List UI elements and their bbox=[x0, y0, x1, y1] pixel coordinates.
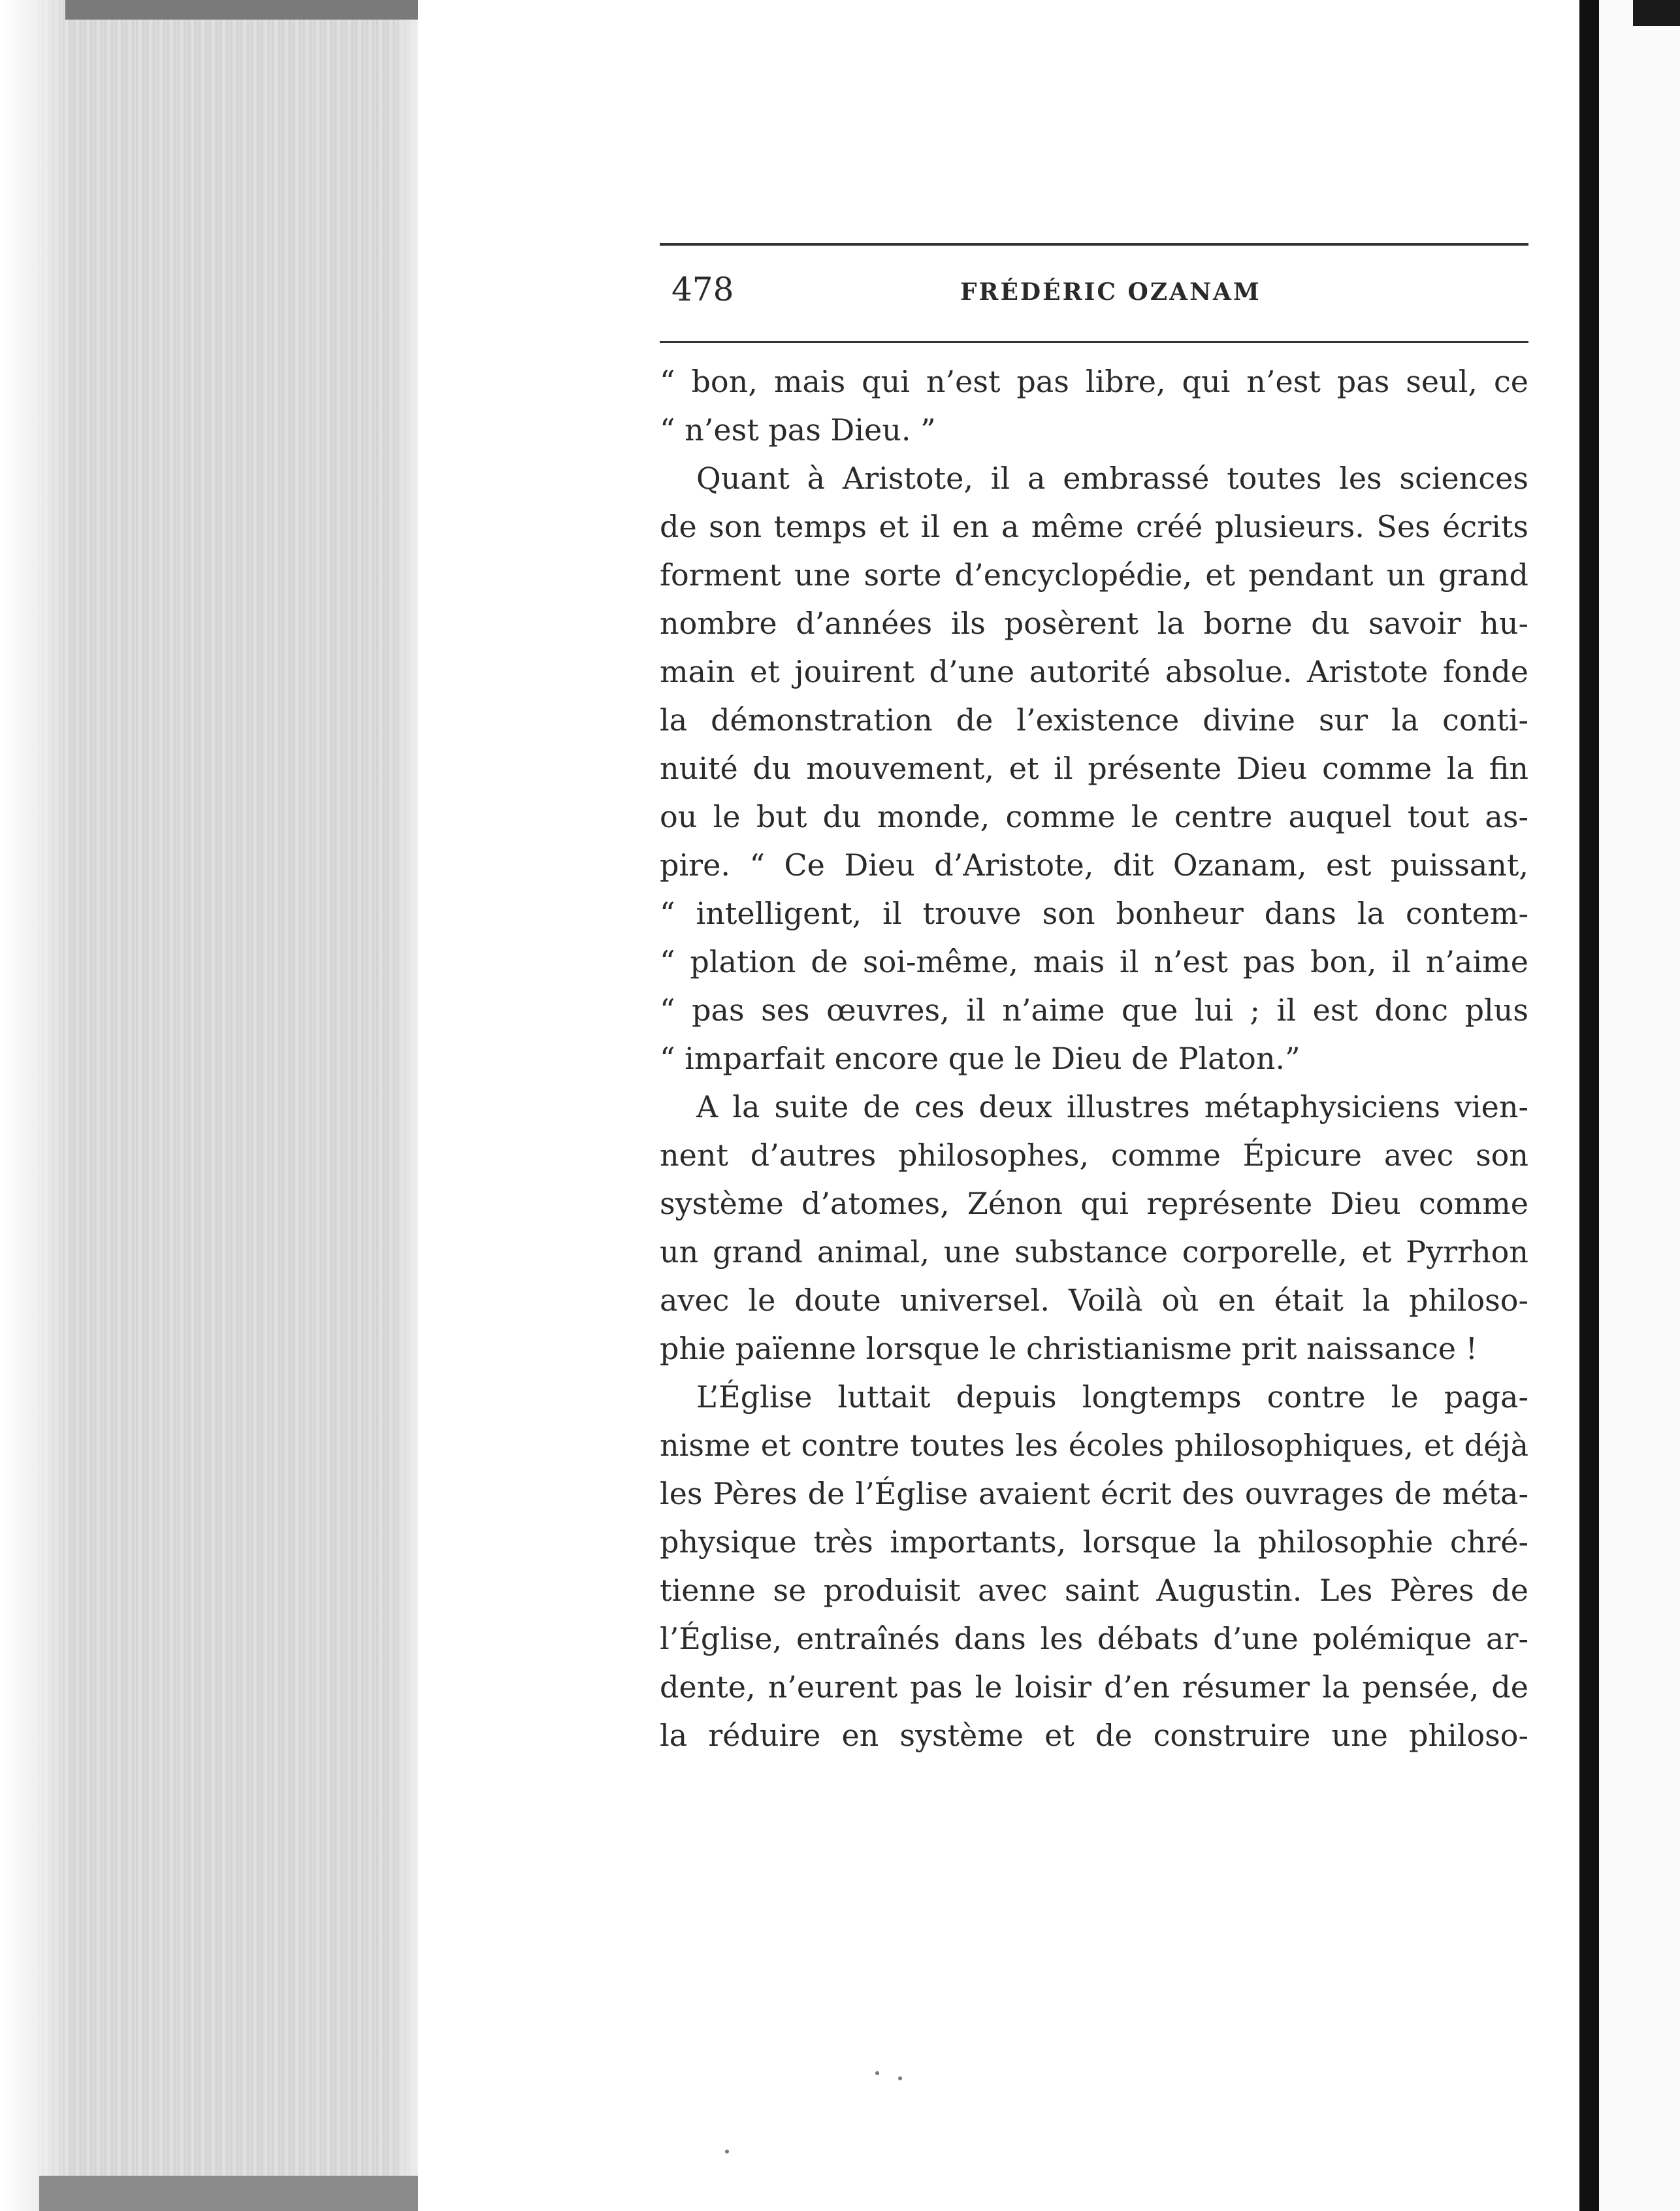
text-line: nent d’autres philosophes, comme Épicure avec son bbox=[660, 1138, 1528, 1173]
page-header bbox=[660, 264, 1528, 324]
header-rule-bottom bbox=[660, 341, 1528, 343]
text-line: L’Église luttait depuis longtemps contre le paga- bbox=[696, 1379, 1528, 1415]
text-line: “ n’est pas Dieu. ” bbox=[660, 412, 936, 448]
text-line: “ imparfait encore que le Dieu de Platon.” bbox=[660, 1041, 1300, 1076]
text-line: de son temps et il en a même créé plusieurs. Ses écrits bbox=[660, 509, 1528, 544]
text-line: ou le but du monde, comme le centre auquel tout as- bbox=[660, 799, 1528, 834]
dust-speck bbox=[898, 2076, 902, 2080]
text-line: dente, n’eurent pas le loisir d’en résumer la pensée, de bbox=[660, 1669, 1528, 1705]
text-line: les Pères de l’Église avaient écrit des ouvrages de méta- bbox=[660, 1476, 1528, 1511]
text-line: “ intelligent, il trouve son bonheur dans la contem- bbox=[660, 896, 1528, 931]
top-edge-shadow bbox=[65, 0, 418, 20]
stacked-page-edges bbox=[0, 0, 418, 2211]
text-line: pire. “ Ce Dieu d’Aristote, dit Ozanam, est puissant, bbox=[660, 847, 1528, 883]
text-line: système d’atomes, Zénon qui représente Dieu comme bbox=[660, 1186, 1528, 1221]
text-line: la réduire en système et de construire une philoso- bbox=[660, 1718, 1528, 1753]
text-line: main et jouirent d’une autorité absolue. Aristote fonde bbox=[660, 654, 1528, 689]
text-line: physique très importants, lorsque la philosophie chré- bbox=[660, 1524, 1528, 1560]
text-line: “ pas ses œuvres, il n’aime que lui ; il est donc plus bbox=[660, 992, 1528, 1028]
text-line: Quant à Aristote, il a embrassé toutes les sciences bbox=[696, 461, 1528, 496]
text-line: tienne se produisit avec saint Augustin. Les Pères de bbox=[660, 1573, 1528, 1608]
dust-speck bbox=[725, 2150, 729, 2154]
text-line: l’Église, entraînés dans les débats d’une polémique ar- bbox=[660, 1621, 1528, 1656]
book-gutter-shadow bbox=[1579, 0, 1599, 2211]
dust-speck bbox=[875, 2071, 879, 2075]
text-line: A la suite de ces deux illustres métaphysiciens vien- bbox=[696, 1089, 1528, 1124]
text-line: “ plation de soi-même, mais il n’est pas bon, il n’aime bbox=[660, 944, 1528, 979]
text-line: avec le doute universel. Voilà où en était la philoso- bbox=[660, 1283, 1528, 1318]
running-head: FRÉDÉRIC OZANAM bbox=[960, 278, 1261, 306]
text-line: la démonstration de l’existence divine sur la conti- bbox=[660, 702, 1528, 738]
body-text bbox=[660, 357, 1528, 1760]
text-line: nuité du mouvement, et il présente Dieu comme la fin bbox=[660, 751, 1528, 786]
page-number: 478 bbox=[671, 270, 734, 308]
bottom-edge-shadow bbox=[39, 2176, 418, 2211]
text-line: un grand animal, une substance corporelle, et Pyrrhon bbox=[660, 1234, 1528, 1269]
text-line: nisme et contre toutes les écoles philosophiques, et déjà bbox=[660, 1428, 1528, 1463]
text-line: phie païenne lorsque le christianisme prit naissance ! bbox=[660, 1331, 1478, 1366]
corner-shadow bbox=[1633, 0, 1680, 26]
text-line: forment une sorte d’encyclopédie, et pendant un grand bbox=[660, 557, 1528, 593]
facing-page-edge bbox=[1599, 0, 1680, 2211]
text-line: “ bon, mais qui n’est pas libre, qui n’est pas seul, ce bbox=[660, 364, 1528, 399]
text-line: nombre d’années ils posèrent la borne du savoir hu- bbox=[660, 606, 1528, 641]
header-rule-top bbox=[660, 243, 1528, 246]
page-content bbox=[660, 243, 1528, 1760]
